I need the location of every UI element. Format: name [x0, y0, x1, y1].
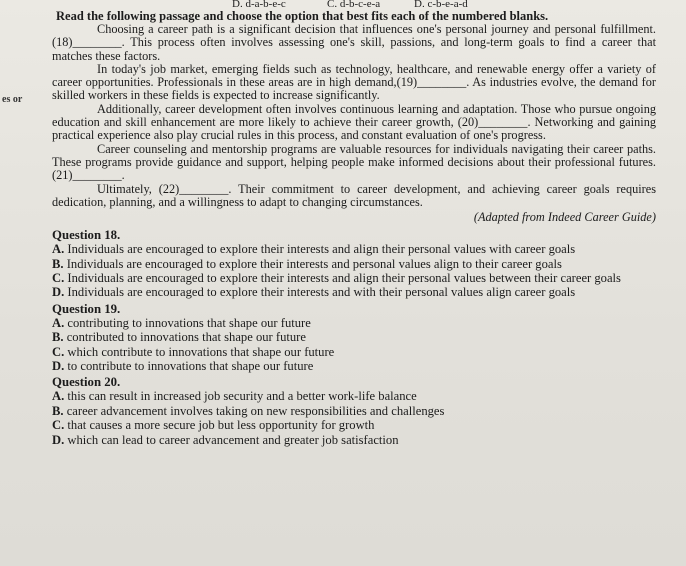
option-text: which can lead to career advancement and greater job satisfaction	[67, 432, 399, 447]
instruction: Read the following passage and choose the option that best fits each of the numbered blanks.	[56, 9, 549, 23]
option-b[interactable]	[52, 404, 656, 418]
option-letter: B.	[52, 256, 64, 271]
option-text: to contribute to innovations that shape our future	[67, 359, 314, 373]
option-text: Individuals are encouraged to explore their interests and with their personal values align career goals	[67, 285, 576, 300]
option-letter: C.	[52, 344, 65, 359]
prev-option-b: D. d-a-b-e-c	[232, 0, 286, 10]
option-letter: B.	[52, 403, 64, 418]
passage	[52, 23, 656, 209]
option-text: career advancement involves taking on new responsibilities and challenges	[66, 403, 445, 418]
side-fragment: es or	[2, 94, 23, 105]
option-letter: A.	[52, 315, 65, 330]
paragraph-1: Choosing a career path is a significant decision that influences one's personal journey and personal fulfillment. (18)________. This process often involves assessing one's skill, passions, and long-term goals to find a career that matches these factors.	[52, 22, 656, 63]
paragraph-3: Additionally, career development often involves continuous learning and adaptation. Those who pursue ongoing education and skill enhancement are more likely to achieve their career growth, (20)________. Networking and gaining practical experience also play crucial rules in this process, and constant evaluation of one's progress.	[52, 101, 656, 143]
option-text: contributing to innovations that shape our future	[67, 315, 311, 330]
option-letter: A.	[52, 242, 65, 257]
prev-option-d: D. c-b-e-a-d	[414, 0, 468, 10]
option-letter: D.	[52, 359, 65, 373]
paragraph-4: Career counseling and mentorship programs are valuable resources for individuals navigating their career paths. These programs provide guidance and support, helping people make informed decisions about their professional futures. (21)________.	[52, 141, 656, 183]
option-a[interactable]	[52, 242, 656, 256]
option-b[interactable]	[52, 330, 656, 344]
option-text: which contribute to innovations that shape our future	[67, 344, 335, 359]
option-c[interactable]	[52, 345, 656, 359]
option-letter: C.	[52, 418, 65, 433]
question-title: Question 18.	[52, 228, 121, 243]
option-text: Individuals are encouraged to explore their interests and align their personal values between their career goals	[67, 270, 621, 285]
question-20	[52, 375, 656, 447]
option-letter: C.	[52, 270, 65, 285]
question-18	[52, 228, 656, 300]
option-letter: D.	[52, 285, 65, 300]
option-d[interactable]	[52, 433, 656, 447]
option-text: contributed to innovations that shape our future	[66, 330, 306, 345]
option-letter: A.	[52, 389, 65, 404]
question-title: Question 19.	[52, 301, 121, 316]
option-text: Individuals are encouraged to explore their interests and personal values align to their career goals	[66, 256, 562, 271]
option-a[interactable]	[52, 316, 656, 330]
option-c[interactable]	[52, 418, 656, 432]
option-b[interactable]	[52, 257, 656, 271]
option-letter: B.	[52, 330, 64, 345]
previous-options-row	[52, 0, 656, 10]
option-text: this can result in increased job security and a better work-life balance	[67, 389, 417, 404]
option-text: Individuals are encouraged to explore their interests and align their personal values with career goals	[67, 242, 576, 257]
option-c[interactable]	[52, 271, 656, 285]
option-d[interactable]	[52, 285, 656, 299]
option-d[interactable]	[52, 359, 656, 373]
question-19	[52, 302, 656, 374]
option-letter: D.	[52, 432, 65, 447]
option-text: that causes a more secure job but less opportunity for growth	[67, 418, 375, 433]
question-title: Question 20.	[52, 375, 121, 390]
prev-option-c: C. d-b-c-e-a	[327, 0, 381, 10]
paragraph-5: Ultimately, (22)________. Their commitment to career development, and achieving career goals requires dedication, planning, and a willingness to adapt to changing circumstances.	[52, 181, 656, 209]
source-citation: (Adapted from Indeed Career Guide)	[473, 210, 656, 225]
paragraph-2: In today's job market, emerging fields such as technology, healthcare, and renewable energy offer a variety of career opportunities. Professionals in these areas are in high demand,(19)________. As industries evolve, the demand for skilled workers in these fields is expected to increase significantly.	[52, 61, 656, 103]
option-a[interactable]	[52, 389, 656, 403]
